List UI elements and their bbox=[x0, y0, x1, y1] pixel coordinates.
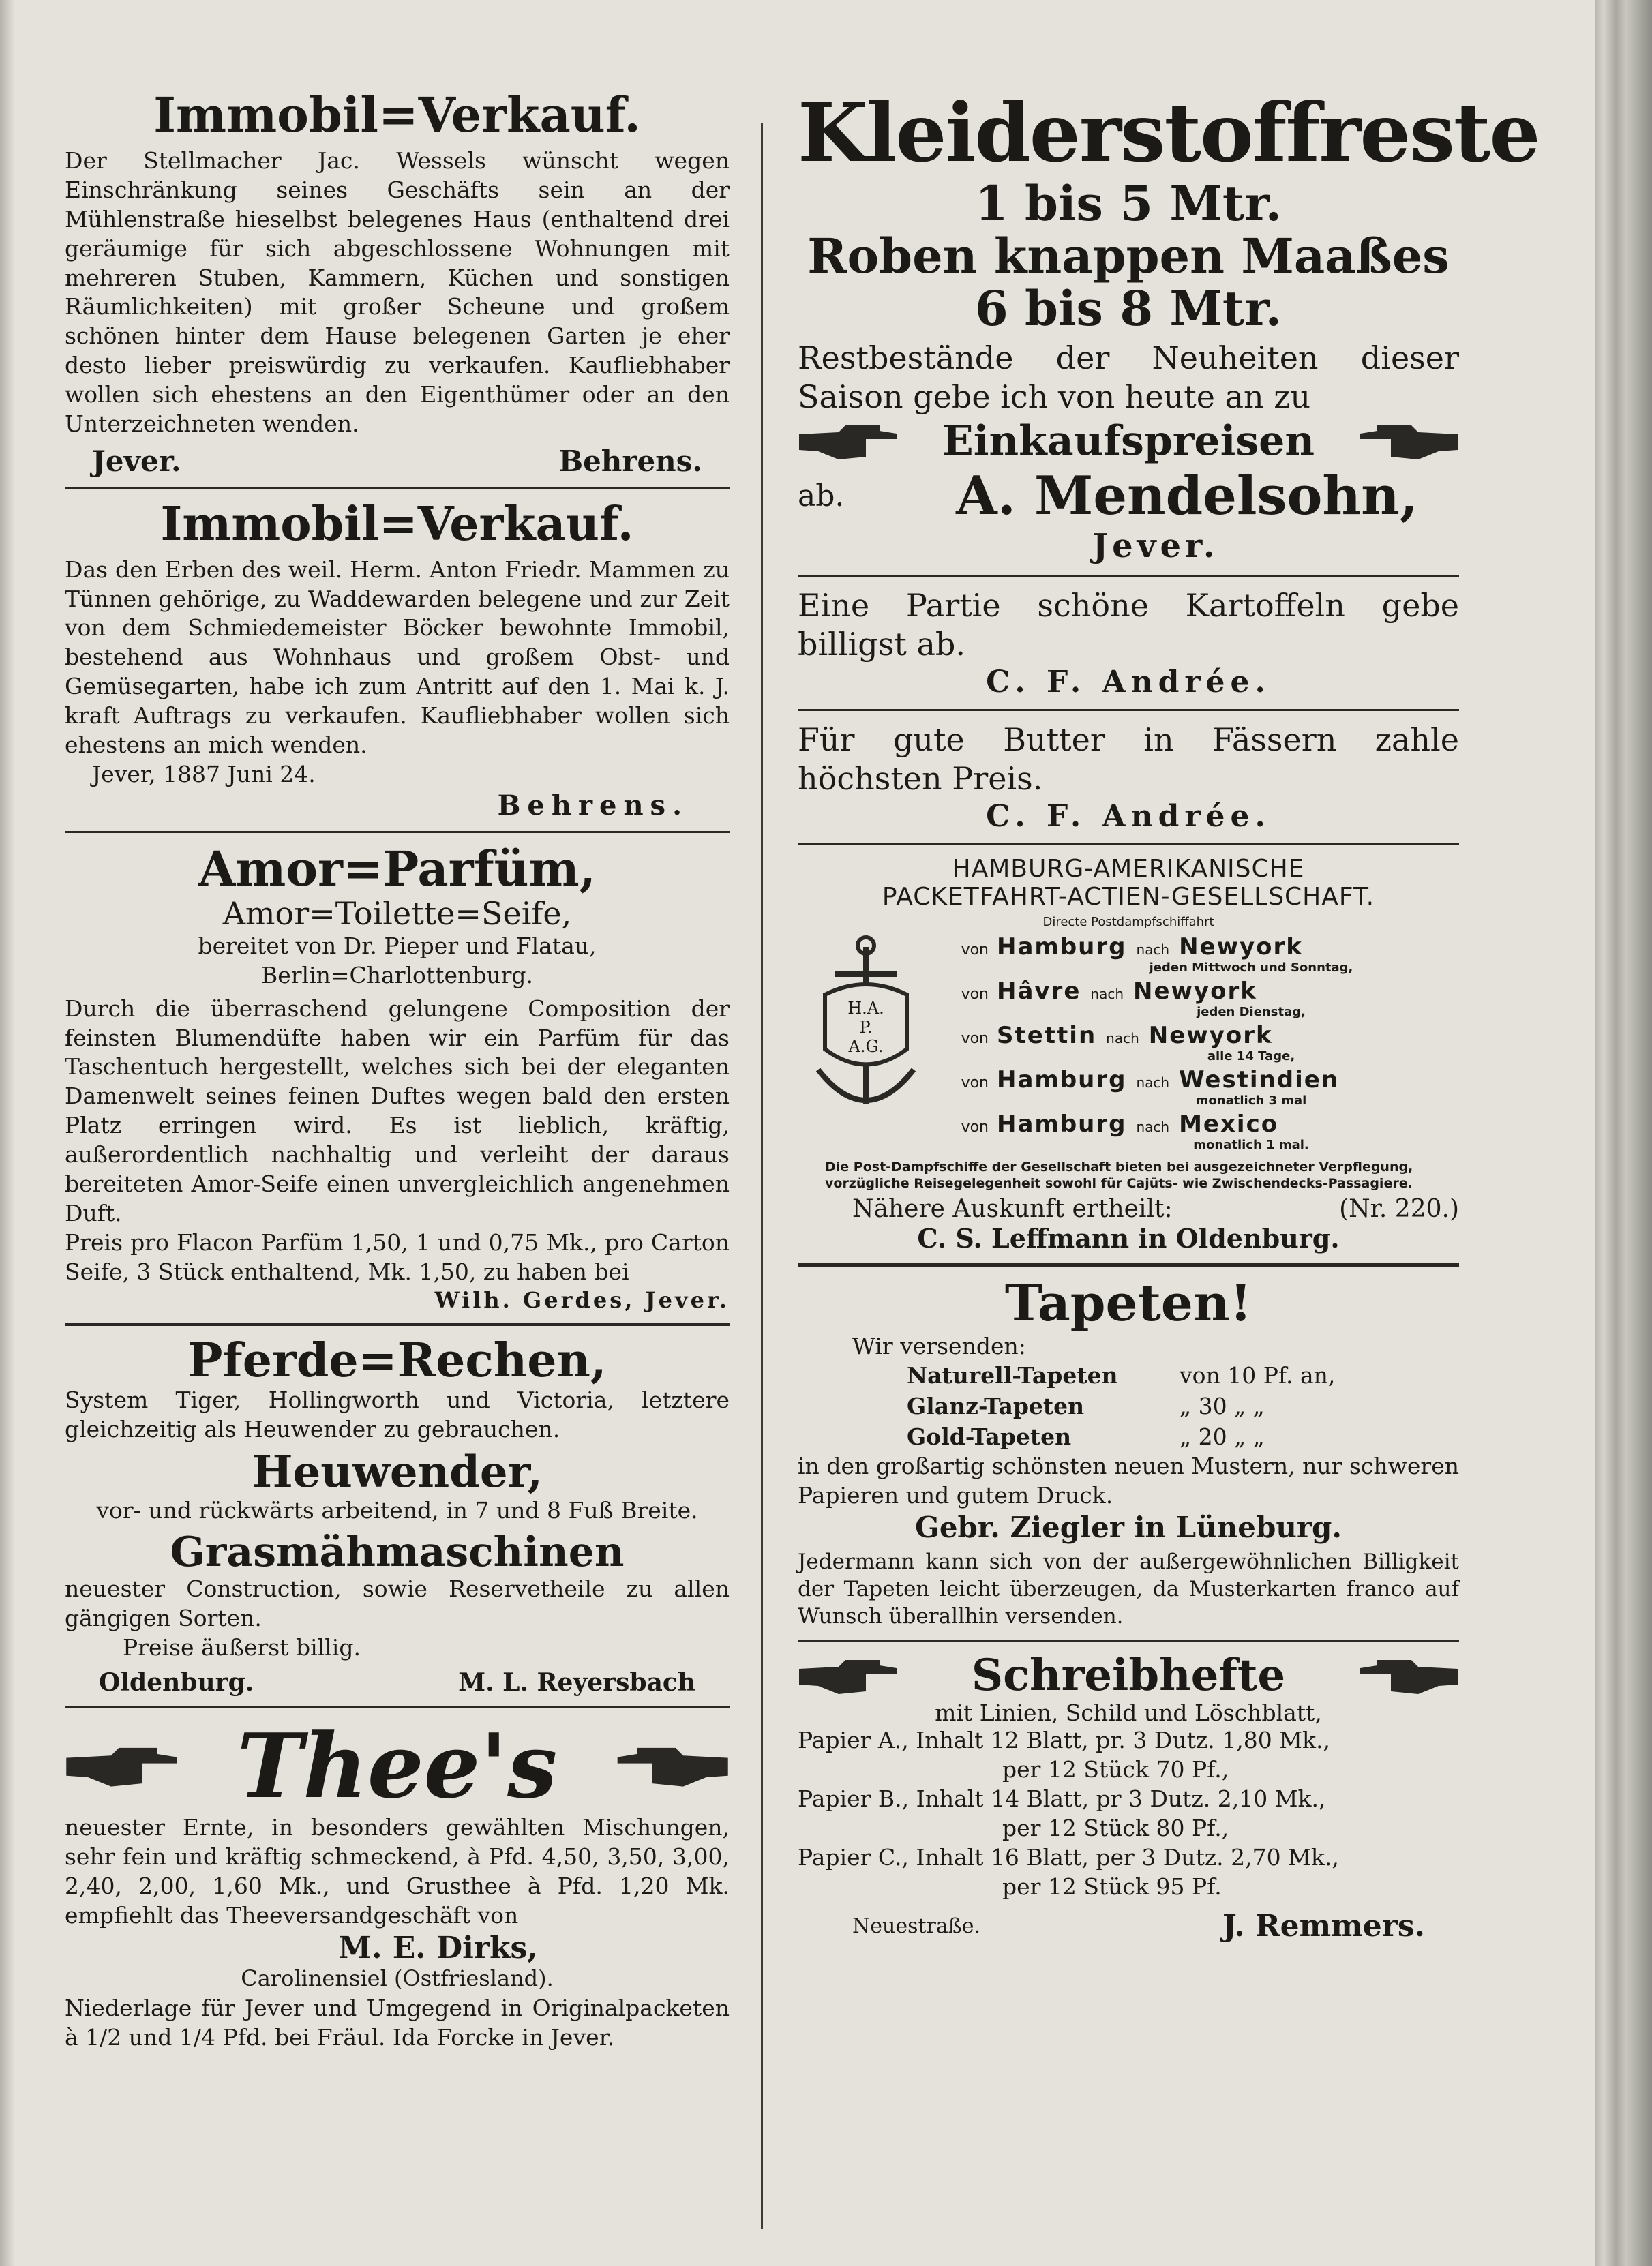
ad-info: Nähere Auskunft ertheilt: bbox=[852, 1195, 1173, 1224]
page-edge bbox=[1595, 0, 1652, 2266]
paper-row: Papier C., Inhalt 16 Blatt, per 3 Dutz. 2,70 Mk., bbox=[798, 1843, 1339, 1871]
route-to: Newyork bbox=[1148, 1021, 1273, 1049]
separator bbox=[798, 843, 1459, 845]
ad-line: vor- und rückwärts arbeitend, in 7 und 8 Fuß Breite. bbox=[96, 1497, 698, 1524]
route-row bbox=[941, 933, 1459, 961]
price-item: Glanz-Tapeten bbox=[907, 1393, 1085, 1419]
pointing-hand-icon bbox=[798, 1652, 900, 1700]
ad-amor-parfuem bbox=[65, 840, 730, 1313]
route-from: Stettin bbox=[997, 1021, 1097, 1049]
ad-title: Thee's bbox=[237, 1713, 558, 1818]
anchor-emblem-icon bbox=[798, 933, 934, 1124]
separator bbox=[65, 487, 730, 489]
route-from: Hamburg bbox=[997, 1066, 1127, 1093]
ad-signer: Behrens. bbox=[558, 444, 702, 478]
route-note: monatlich 3 mal bbox=[1195, 1093, 1307, 1108]
route-von: von bbox=[961, 985, 989, 1003]
ad-title: Tapeten! bbox=[1004, 1274, 1252, 1333]
pointing-hand-icon bbox=[614, 1738, 730, 1793]
price-item: Naturell-Tapeten bbox=[907, 1362, 1118, 1389]
ad-price: Preis pro Flacon Parfüm 1,50, 1 und 0,75 Mk., pro Carton Seife, 3 Stück enthaltend, Mk. 1,50, zu haben bei bbox=[65, 1228, 730, 1285]
ad-signer: C. F. Andrée. bbox=[986, 798, 1271, 834]
ad-place: Oldenburg. bbox=[99, 1668, 254, 1697]
route-von: von bbox=[961, 1074, 989, 1091]
separator bbox=[798, 575, 1459, 577]
route-von: von bbox=[961, 1029, 989, 1047]
ad-signer: M. L. Reyersbach bbox=[458, 1668, 695, 1697]
ad-ab: ab. bbox=[798, 478, 845, 513]
ad-intro: Wir versenden: bbox=[852, 1332, 1026, 1359]
paper-row-sub: per 12 Stück 95 Pf. bbox=[1002, 1873, 1222, 1900]
route-von: von bbox=[961, 941, 989, 958]
ad-street: Neuestraße. bbox=[852, 1914, 981, 1938]
ad-thees bbox=[65, 1713, 730, 2052]
ad-body: Eine Partie schöne Kartoffeln gebe billigst ab. bbox=[798, 586, 1459, 663]
pointing-hand-icon bbox=[1357, 1652, 1459, 1700]
ad-agent: C. S. Leffmann in Oldenburg. bbox=[917, 1223, 1340, 1254]
route-nach: nach bbox=[1136, 1118, 1170, 1135]
ad-kartoffeln bbox=[798, 586, 1459, 699]
ad-title: Amor=Parfüm, bbox=[198, 840, 597, 897]
ad-emphasis: Einkaufspreisen bbox=[942, 417, 1315, 465]
emblem-line-2: P. bbox=[859, 1017, 873, 1037]
separator bbox=[798, 1640, 1459, 1642]
separator bbox=[65, 831, 730, 833]
paper-list bbox=[798, 1726, 1459, 1901]
route-note: alle 14 Tage, bbox=[1207, 1048, 1295, 1063]
route-to: Mexico bbox=[1179, 1110, 1279, 1138]
ad-title-2: Heuwender, bbox=[252, 1447, 543, 1498]
ad-emphasis-row bbox=[798, 417, 1459, 465]
pointing-hand-icon bbox=[65, 1738, 181, 1793]
ad-signature bbox=[65, 444, 730, 478]
ad-immobil-verkauf-1 bbox=[65, 89, 730, 478]
route-from: Hâvre bbox=[997, 977, 1081, 1005]
route-row bbox=[941, 1022, 1459, 1049]
ad-signature bbox=[798, 1902, 1459, 1944]
ad-firm: Gebr. Ziegler in Lüneburg. bbox=[914, 1510, 1342, 1544]
route-row bbox=[941, 1111, 1459, 1138]
ad-footer: Die Post-Dampfschiffe der Gesellschaft bieten bei ausgezeichneter Verpflegung, vorzügliche Reisegelegenheit sowohl für Cajüts- wie Zwischendecks-Passagiere. bbox=[825, 1159, 1413, 1192]
pointing-hand-icon bbox=[1357, 417, 1459, 465]
separator bbox=[65, 1323, 730, 1326]
ad-hapag bbox=[798, 855, 1459, 1254]
ad-route-block bbox=[798, 933, 1459, 1155]
ad-tapeten bbox=[798, 1276, 1459, 1631]
ad-number: (Nr. 220.) bbox=[1339, 1195, 1459, 1224]
route-from: Hamburg bbox=[997, 1110, 1127, 1138]
ad-signer: C. F. Andrée. bbox=[986, 664, 1271, 699]
ad-title: Immobil=Verkauf. bbox=[160, 496, 634, 552]
binding-shadow bbox=[0, 0, 15, 2266]
right-column bbox=[798, 85, 1540, 1944]
price-row bbox=[907, 1391, 1459, 1422]
ad-signature bbox=[65, 1668, 730, 1697]
ad-info-row bbox=[798, 1195, 1459, 1223]
ad-firm: A. Mendelsohn, bbox=[956, 464, 1418, 527]
route-from: Hamburg bbox=[997, 933, 1127, 961]
ad-place: Jever. bbox=[1092, 526, 1219, 565]
ad-title: Schreibhefte bbox=[971, 1649, 1286, 1701]
separator bbox=[798, 1263, 1459, 1267]
ad-title: PACKETFAHRT-ACTIEN-GESELLSCHAFT. bbox=[882, 882, 1375, 911]
ad-line: System Tiger, Hollingworth und Victoria, letztere gleichzeitig als Heuwender zu gebrauchen. bbox=[65, 1387, 730, 1443]
ad-firm-row bbox=[798, 465, 1459, 527]
price-row bbox=[907, 1361, 1459, 1391]
ad-line: 6 bis 8 Mtr. bbox=[974, 280, 1282, 337]
ad-body-2: Jedermann kann sich von der außergewöhnlichen Billigkeit der Tapeten leicht überzeugen, da Musterkarten franco auf Wunsch überallhin versenden. bbox=[798, 1549, 1459, 1629]
ad-body: Der Stellmacher Jac. Wessels wünscht wegen Einschränkung seines Geschäfts sein an der Mühlenstraße hieselbst belegenes Haus (enthaltend drei geräumige für sich abgeschlossene Wohnungen mit mehreren Stuben, Kammern, Küchen und sonstigen Räumlichkeiten) mit großer Scheune und großem schönen hinter dem Hause belegenen Garten je eher desto lieber preiswürdig zu verkaufen. Kaufliebhaber wollen sich ehestens an den Eigenthümer oder an den Unterzeichneten wenden. bbox=[65, 147, 730, 438]
ad-body: Durch die überraschend gelungene Composition der feinsten Blumendüfte haben wir ein Parfüm für das Taschentuch hergestellt, welches sich bei der eleganten Damenwelt seines feinen Duftes wegen bald den ersten Platz erringen wird. Es ist lieblich, kräftig, außerordentlich nachhaltig und verleiht der daraus bereiteten Amor-Seife einen unvergleichlich angenehmen Duft. bbox=[65, 995, 730, 1226]
ad-intro: Directe Postdampfschiffahrt bbox=[1042, 914, 1214, 929]
ad-line: Preise äußerst billig. bbox=[123, 1634, 361, 1661]
paper-row-sub: per 12 Stück 80 Pf., bbox=[1002, 1814, 1229, 1841]
price-value: von 10 Pf. an, bbox=[1180, 1362, 1336, 1389]
paper-row: Papier A., Inhalt 12 Blatt, pr. 3 Dutz. 1,80 Mk., bbox=[798, 1727, 1330, 1754]
emblem-line-1: H.A. bbox=[847, 998, 884, 1018]
route-nach: nach bbox=[1136, 941, 1170, 958]
ad-firm: M. E. Dirks, bbox=[338, 1930, 538, 1965]
price-value: „ 30 „ „ bbox=[1180, 1393, 1265, 1419]
route-note: monatlich 1 mal. bbox=[1193, 1137, 1309, 1152]
ad-depot: Niederlage für Jever und Umgegend in Originalpacketen à 1/2 und 1/4 Pfd. bei Fräul. Ida Forcke in Jever. bbox=[65, 1994, 730, 2051]
ad-butter bbox=[798, 721, 1459, 834]
column-divider bbox=[761, 123, 763, 2229]
ad-date: Jever, 1887 Juni 24. bbox=[92, 760, 316, 787]
ad-subtitle: mit Linien, Schild und Löschblatt, bbox=[935, 1700, 1322, 1727]
ad-seller: Wilh. Gerdes, Jever. bbox=[434, 1286, 730, 1313]
route-note: jeden Dienstag, bbox=[1197, 1004, 1306, 1019]
price-value: „ 20 „ „ bbox=[1180, 1423, 1265, 1450]
paper-row-sub: per 12 Stück 70 Pf., bbox=[1002, 1756, 1229, 1783]
price-item: Gold-Tapeten bbox=[907, 1423, 1072, 1450]
route-nach: nach bbox=[1136, 1074, 1170, 1091]
ad-body: Restbestände der Neuheiten dieser Saison gebe ich von heute an zu bbox=[798, 339, 1459, 416]
ad-place: Jever. bbox=[92, 444, 181, 478]
route-nach: nach bbox=[1106, 1029, 1139, 1046]
ad-title: Immobil=Verkauf. bbox=[153, 87, 641, 143]
route-von: von bbox=[961, 1118, 989, 1136]
route-row bbox=[941, 978, 1459, 1005]
ad-schreibhefte bbox=[798, 1649, 1459, 1944]
ad-subtitle: Amor=Toilette=Seife, bbox=[222, 894, 572, 932]
ad-place: Carolinensiel (Ostfriesland). bbox=[241, 1965, 554, 1991]
ad-immobil-verkauf-2 bbox=[65, 496, 730, 821]
emblem-line-3: A.G. bbox=[848, 1036, 884, 1056]
ad-title: HAMBURG-AMERIKANISCHE bbox=[952, 854, 1305, 883]
route-list bbox=[941, 933, 1459, 1155]
ad-body: Für gute Butter in Fässern zahle höchsten Preis. bbox=[798, 721, 1459, 798]
price-row bbox=[907, 1422, 1459, 1453]
ad-title: Pferde=Rechen, bbox=[187, 1333, 607, 1388]
route-to: Newyork bbox=[1179, 933, 1303, 961]
ad-line: Roben knappen Maaßes bbox=[807, 227, 1450, 284]
separator bbox=[65, 1706, 730, 1708]
ad-header bbox=[798, 1649, 1459, 1701]
paper-row: Papier B., Inhalt 14 Blatt, pr 3 Dutz. 2,10 Mk., bbox=[798, 1785, 1326, 1812]
route-nach: nach bbox=[1090, 985, 1124, 1002]
ad-title: Kleiderstoffreste bbox=[798, 85, 1540, 180]
ad-kleiderstoffreste bbox=[798, 85, 1540, 565]
ad-line: 1 bis 5 Mtr. bbox=[974, 175, 1282, 232]
ad-pferde-rechen bbox=[65, 1335, 730, 1697]
ad-body: Das den Erben des weil. Herm. Anton Friedr. Mammen zu Tünnen gehörige, zu Waddewarden belegene und zur Zeit von dem Schmiedemeister Böcker bewohnte Immobil, bestehend aus Wohnhaus und großem Obst- und Gemüsegarten, habe ich zum Antritt auf den 1. Mai k. J. kraft Auftrags zu verkaufen. Kaufliebhaber wollen sich ehestens an mich wenden. bbox=[65, 556, 730, 759]
route-row bbox=[941, 1066, 1459, 1093]
ad-maker: bereitet von Dr. Pieper und Flatau, Berlin=Charlottenburg. bbox=[198, 932, 597, 988]
ad-body: neuester Ernte, in besonders gewählten Mischungen, sehr fein und kräftig schmeckend, à Pfd. 4,50, 3,50, 3,00, 2,40, 2,00, 1,60 Mk., und Grusthee à Pfd. 1,20 Mk. empfiehlt das Theeversandgeschäft von bbox=[65, 1814, 730, 1929]
route-to: Westindien bbox=[1179, 1066, 1340, 1093]
ad-signer: J. Remmers. bbox=[1222, 1908, 1425, 1944]
price-list bbox=[798, 1361, 1459, 1452]
route-to: Newyork bbox=[1133, 977, 1257, 1005]
ad-header bbox=[65, 1713, 730, 1818]
route-note: jeden Mittwoch und Sonntag, bbox=[1149, 960, 1353, 975]
ad-title-3: Grasmähmaschinen bbox=[170, 1528, 625, 1577]
ad-signer: Behrens. bbox=[497, 789, 689, 821]
pointing-hand-icon bbox=[798, 417, 900, 465]
left-column bbox=[65, 89, 730, 2052]
separator bbox=[798, 709, 1459, 711]
ad-body: in den großartig schönsten neuen Mustern, nur schweren Papieren und gutem Druck. bbox=[798, 1453, 1459, 1509]
ad-line: neuester Construction, sowie Reservetheile zu allen gängigen Sorten. bbox=[65, 1575, 730, 1632]
